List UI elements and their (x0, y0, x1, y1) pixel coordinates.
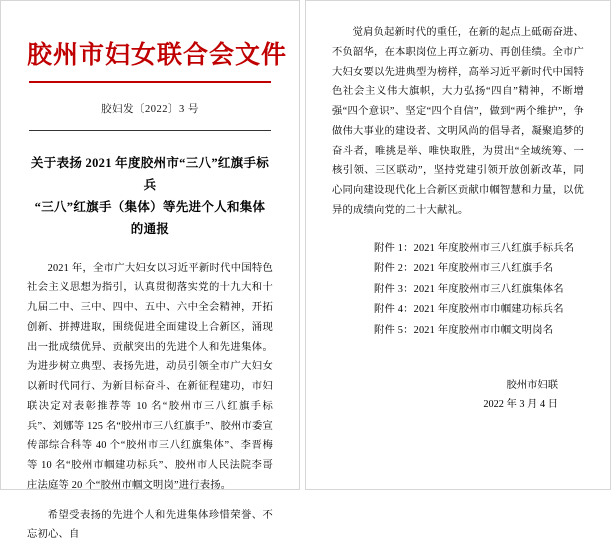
subject-line-1: 关于表扬 2021 年度胶州市“三八”红旗手标兵 (27, 153, 273, 197)
attachment-list (332, 239, 584, 342)
attachment-item: 附件 3：2021 年度胶州市三八红旗集体名 (374, 280, 584, 301)
signature-organization: 胶州市妇联 (332, 376, 558, 396)
document-page-right (305, 0, 611, 490)
attachment-item: 附件 2：2021 年度胶州市三八红旗手名 (374, 259, 584, 280)
paragraph: 希望受表扬的先进个人和先进集体珍惜荣誉、不忘初心、自 (27, 506, 273, 545)
subject-line-2: “三八”红旗手（集体）等先进个人和集体 (27, 197, 273, 219)
attachment-item: 附件 1：2021 年度胶州市三八红旗手标兵名 (374, 239, 584, 260)
left-body-text (27, 259, 273, 545)
attachment-item: 附件 4：2021 年度胶州市巾帼建功标兵名 (374, 300, 584, 321)
attachment-item: 附件 5：2021 年度胶州市巾帼文明岗名 (374, 321, 584, 342)
header-thin-divider (29, 130, 271, 131)
document-number: 胶妇发〔2022〕3 号 (27, 101, 273, 116)
page-title: 胶州市妇女联合会文件 (27, 35, 273, 71)
paragraph: 2021 年，全市广大妇女以习近平新时代中国特色社会主义思想为指引，认真贯彻落实党的十九大和十九届二中、三中、四中、五中、六中全会精神，开拓创新、拼搏进取，围绕促进全面建设上合新区，涌现出一批成绩优异、贡献突出的先进个人和先进集体。为进步树立典型、表扬先进，动员引领全市广大妇女以新时代同行、为新目标奋斗、在新征程建功，市妇联决定对表彰推荐等 10 名“胶州市三八红旗手标兵”、刘娜等 125 名“胶州市三八红旗手”、胶州市委宣传部综合科等 40 个“胶州市三八红旗集体”、李晋梅等 10 名“胶州市帼建功标兵”、胶州市人民法院李哥庄法庭等 20 个“胶州市帼文明岗”进行表扬。 (27, 259, 273, 496)
title-red-divider (29, 81, 271, 83)
subject-line-3: 的通报 (27, 219, 273, 241)
paragraph: 觉肩负起新时代的重任，在新的起点上砥砺奋进、不负韶华，在本职岗位上再立新功、再创佳绩。全市广大妇女要以先进典型为榜样，高举习近平新时代中国特色社会主义伟大旗帜，大力弘扬“四自”精神，不断增强“四个意识”、坚定“四个自信”，做到“两个维护”，争做伟大事业的建设者、文明风尚的倡导者，凝聚追梦的奋斗者，唯挑是举、唯快取胜，为贯出“全域统筹、一核引领、三区联动”，坚持党建引领开放创新改革，同心同向建设现代化上合新区贡献巾帼智慧和力量，以优异的成绩向党的二十大献礼。 (332, 23, 584, 221)
document-subject (27, 153, 273, 241)
right-body-text (332, 23, 584, 221)
signature-date: 2022 年 3 月 4 日 (332, 395, 558, 415)
signature-block (332, 376, 584, 415)
document-page-left (0, 0, 300, 490)
